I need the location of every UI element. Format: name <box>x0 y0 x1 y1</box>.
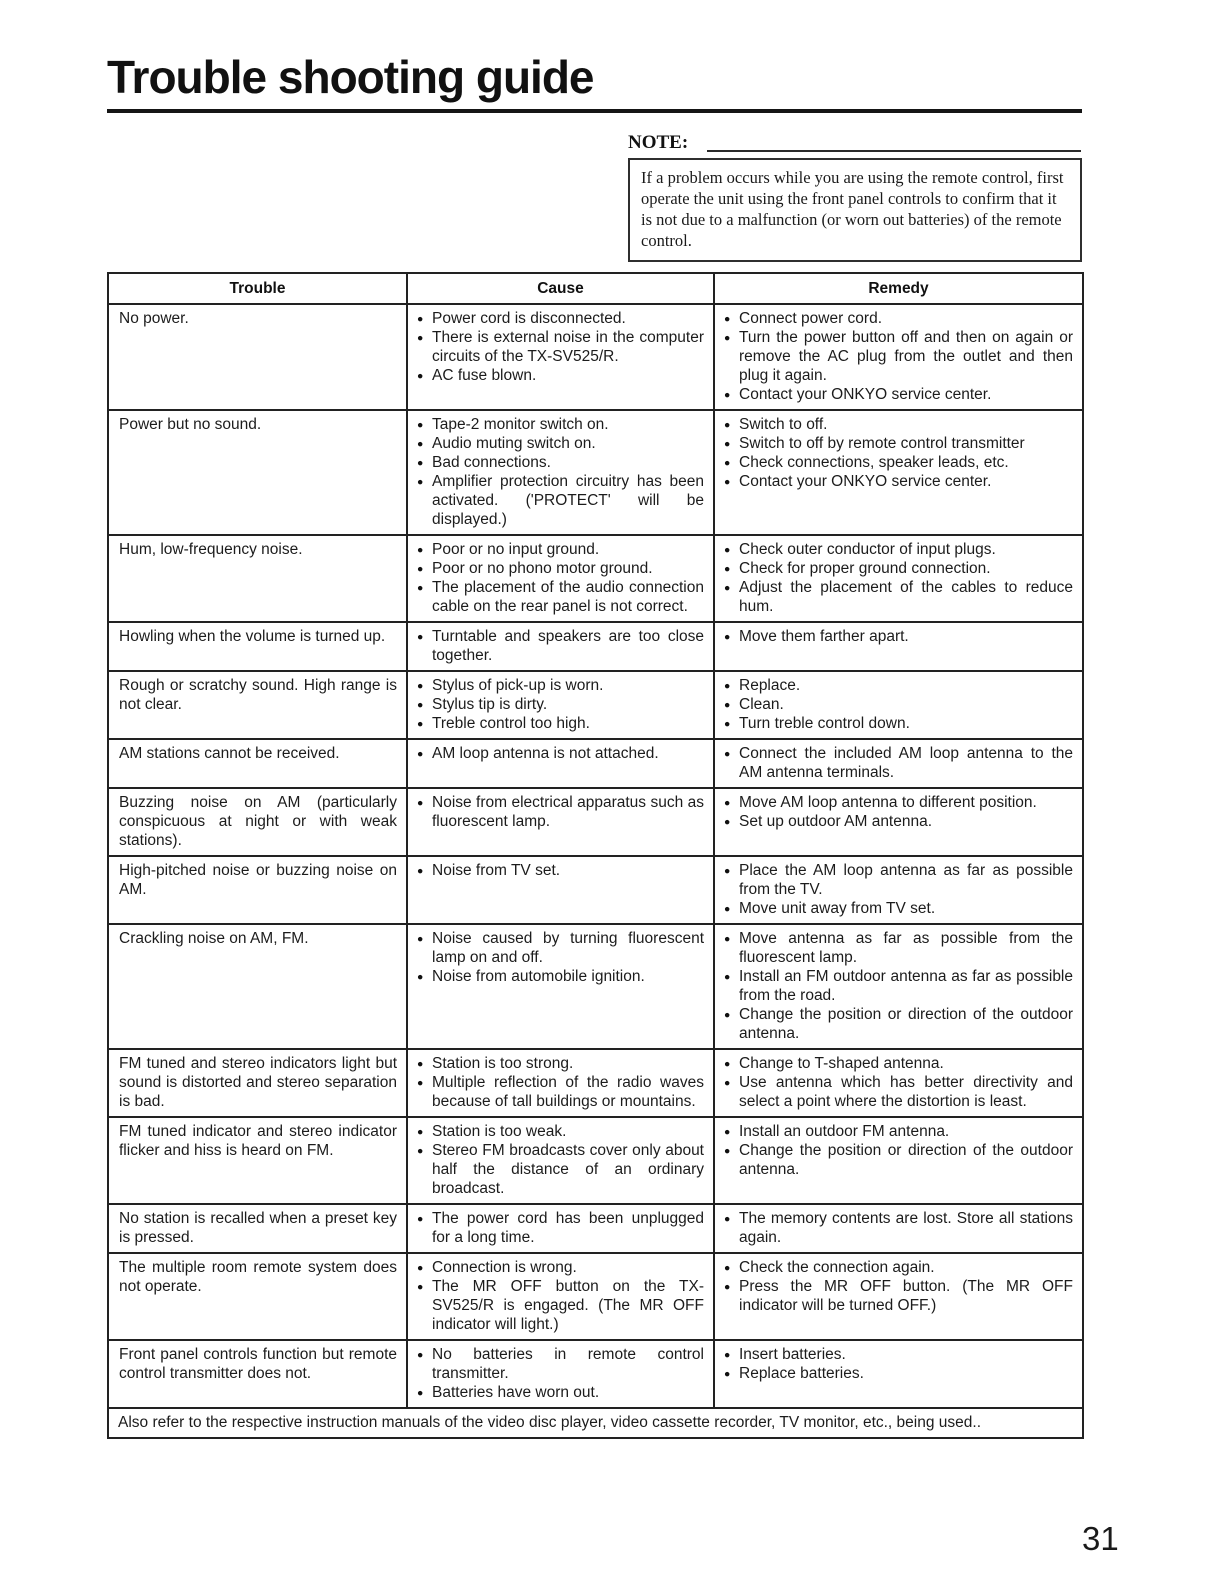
title-rule <box>107 109 1082 113</box>
remedy-text: Press the MR OFF button. (The MR OFF indicator will be turned OFF.) <box>739 1278 1073 1314</box>
bullet-icon: ● <box>417 1262 424 1274</box>
remedy-cell <box>714 622 1083 671</box>
cause-cell <box>407 1340 714 1408</box>
cause-item <box>408 1277 707 1334</box>
cause-text: Connection is wrong. <box>432 1259 577 1276</box>
column-header-trouble: Trouble <box>108 273 407 304</box>
cause-text: Stereo FM broadcasts cover only about half the distance of an ordinary broadcast. <box>432 1142 704 1197</box>
bullet-icon: ● <box>724 332 731 344</box>
remedy-item <box>715 415 1076 434</box>
cause-item <box>408 695 707 714</box>
remedy-text: Contact your ONKYO service center. <box>739 386 992 403</box>
cause-text: Bad connections. <box>432 454 551 471</box>
trouble-cell: FM tuned indicator and stereo indicator flicker and hiss is heard on FM. <box>108 1117 407 1204</box>
remedy-item <box>715 540 1076 559</box>
bullet-icon: ● <box>417 933 424 945</box>
remedy-item <box>715 328 1076 385</box>
cause-text: Tape-2 monitor switch on. <box>432 416 609 433</box>
table-header-row <box>108 273 1083 304</box>
page-title: Trouble shooting guide <box>107 51 594 103</box>
remedy-text: Set up outdoor AM antenna. <box>739 813 933 830</box>
cause-item <box>408 676 707 695</box>
trouble-cell: The multiple room remote system does not operate. <box>108 1253 407 1340</box>
remedy-item <box>715 434 1076 453</box>
remedy-text: Move unit away from TV set. <box>739 900 936 917</box>
table-row <box>108 788 1083 856</box>
cause-item <box>408 1073 707 1111</box>
table-row <box>108 739 1083 788</box>
cause-text: No batteries in remote control transmitter. <box>432 1346 704 1382</box>
table-row <box>108 856 1083 924</box>
remedy-item <box>715 793 1076 812</box>
cause-item <box>408 415 707 434</box>
cause-text: Poor or no input ground. <box>432 541 600 558</box>
bullet-icon: ● <box>724 389 731 401</box>
remedy-text: Check outer conductor of input plugs. <box>739 541 996 558</box>
bullet-icon: ● <box>417 563 424 575</box>
bullet-icon: ● <box>724 544 731 556</box>
remedy-text: The memory contents are lost. Store all stations again. <box>739 1210 1073 1246</box>
cause-item <box>408 967 707 986</box>
remedy-text: Connect power cord. <box>739 310 883 327</box>
remedy-text: Turn the power button off and then on again or remove the AC plug from the outlet and then plug it again. <box>739 329 1073 384</box>
remedy-item <box>715 385 1076 404</box>
bullet-icon: ● <box>724 1262 731 1274</box>
remedy-item <box>715 744 1076 782</box>
remedy-text: Check connections, speaker leads, etc. <box>739 454 1009 471</box>
cause-text: Station is too weak. <box>432 1123 567 1140</box>
remedy-text: Move them farther apart. <box>739 628 909 645</box>
remedy-item <box>715 578 1076 616</box>
bullet-icon: ● <box>724 419 731 431</box>
cause-item <box>408 793 707 831</box>
remedy-text: Move AM loop antenna to different position. <box>739 794 1037 811</box>
trouble-cell: Crackling noise on AM, FM. <box>108 924 407 1049</box>
note-text: If a problem occurs while you are using the remote control, first operate the unit using the front panel controls to confirm that it is not due to a malfunction (or worn out batteries) of the remote control. <box>641 168 1064 250</box>
note-box <box>628 158 1082 262</box>
remedy-item <box>715 453 1076 472</box>
cause-text: Amplifier protection circuitry has been activated. ('PROTECT' will be displayed.) <box>432 473 704 528</box>
column-header-remedy: Remedy <box>714 273 1083 304</box>
bullet-icon: ● <box>724 476 731 488</box>
remedy-item <box>715 1054 1076 1073</box>
remedy-item <box>715 929 1076 967</box>
bullet-icon: ● <box>417 476 424 488</box>
remedy-item <box>715 1141 1076 1179</box>
trouble-cell: No power. <box>108 304 407 410</box>
bullet-icon: ● <box>724 1368 731 1380</box>
cause-cell <box>407 1049 714 1117</box>
bullet-icon: ● <box>417 1145 424 1157</box>
bullet-icon: ● <box>724 797 731 809</box>
remedy-text: Change to T-shaped antenna. <box>739 1055 944 1072</box>
bullet-icon: ● <box>417 370 424 382</box>
cause-item <box>408 309 707 328</box>
cause-item <box>408 627 707 665</box>
remedy-cell <box>714 535 1083 622</box>
cause-item <box>408 472 707 529</box>
remedy-cell <box>714 410 1083 535</box>
cause-cell <box>407 1253 714 1340</box>
bullet-icon: ● <box>724 631 731 643</box>
column-header-cause: Cause <box>407 273 714 304</box>
bullet-icon: ● <box>724 971 731 983</box>
remedy-cell <box>714 1340 1083 1408</box>
cause-text: Noise caused by turning fluorescent lamp on and off. <box>432 930 704 966</box>
bullet-icon: ● <box>724 933 731 945</box>
cause-item <box>408 861 707 880</box>
remedy-item <box>715 627 1076 646</box>
remedy-text: Adjust the placement of the cables to reduce hum. <box>739 579 1073 615</box>
remedy-item <box>715 1073 1076 1111</box>
troubleshooting-table <box>107 272 1084 1439</box>
remedy-item <box>715 1122 1076 1141</box>
bullet-icon: ● <box>417 313 424 325</box>
page-number: 31 <box>1082 1520 1119 1557</box>
bullet-icon: ● <box>724 1145 731 1157</box>
bullet-icon: ● <box>724 1281 731 1293</box>
remedy-text: Change the position or direction of the outdoor antenna. <box>739 1142 1073 1178</box>
remedy-text: Move antenna as far as possible from the fluorescent lamp. <box>739 930 1073 966</box>
bullet-icon: ● <box>724 1349 731 1361</box>
remedy-cell <box>714 1253 1083 1340</box>
cause-item <box>408 1209 707 1247</box>
remedy-item <box>715 1277 1076 1315</box>
remedy-item <box>715 559 1076 578</box>
cause-text: The power cord has been unplugged for a long time. <box>432 1210 704 1246</box>
bullet-icon: ● <box>724 699 731 711</box>
trouble-cell: High-pitched noise or buzzing noise on AM. <box>108 856 407 924</box>
bullet-icon: ● <box>417 680 424 692</box>
cause-cell <box>407 1204 714 1253</box>
remedy-text: Install an FM outdoor antenna as far as possible from the road. <box>739 968 1073 1004</box>
remedy-text: Change the position or direction of the outdoor antenna. <box>739 1006 1073 1042</box>
bullet-icon: ● <box>417 457 424 469</box>
bullet-icon: ● <box>724 1009 731 1021</box>
remedy-item <box>715 676 1076 695</box>
remedy-cell <box>714 304 1083 410</box>
remedy-text: Replace batteries. <box>739 1365 864 1382</box>
bullet-icon: ● <box>417 332 424 344</box>
bullet-icon: ● <box>724 438 731 450</box>
remedy-item <box>715 472 1076 491</box>
cause-text: Noise from TV set. <box>432 862 561 879</box>
trouble-cell: Buzzing noise on AM (particularly conspicuous at night or with weak stations). <box>108 788 407 856</box>
bullet-icon: ● <box>417 865 424 877</box>
cause-text: Station is too strong. <box>432 1055 574 1072</box>
remedy-cell <box>714 1204 1083 1253</box>
cause-cell <box>407 788 714 856</box>
table-body <box>108 304 1083 1438</box>
bullet-icon: ● <box>417 1058 424 1070</box>
bullet-icon: ● <box>417 1077 424 1089</box>
remedy-cell <box>714 739 1083 788</box>
cause-cell <box>407 739 714 788</box>
cause-item <box>408 1122 707 1141</box>
bullet-icon: ● <box>417 1281 424 1293</box>
cause-item <box>408 434 707 453</box>
remedy-text: Contact your ONKYO service center. <box>739 473 992 490</box>
cause-item <box>408 366 707 385</box>
remedy-text: Install an outdoor FM antenna. <box>739 1123 950 1140</box>
cause-cell <box>407 535 714 622</box>
remedy-item <box>715 1258 1076 1277</box>
cause-cell <box>407 856 714 924</box>
table-row <box>108 410 1083 535</box>
trouble-cell: Rough or scratchy sound. High range is not clear. <box>108 671 407 739</box>
bullet-icon: ● <box>417 438 424 450</box>
cause-cell <box>407 622 714 671</box>
remedy-text: Place the AM loop antenna as far as possible from the TV. <box>739 862 1073 898</box>
bullet-icon: ● <box>417 544 424 556</box>
trouble-cell: Hum, low-frequency noise. <box>108 535 407 622</box>
bullet-icon: ● <box>724 582 731 594</box>
table-row <box>108 924 1083 1049</box>
cause-item <box>408 714 707 733</box>
remedy-cell <box>714 1049 1083 1117</box>
bullet-icon: ● <box>724 1126 731 1138</box>
bullet-icon: ● <box>417 582 424 594</box>
remedy-cell <box>714 788 1083 856</box>
bullet-icon: ● <box>417 1387 424 1399</box>
table-row <box>108 304 1083 410</box>
cause-cell <box>407 1117 714 1204</box>
remedy-text: Connect the included AM loop antenna to the AM antenna terminals. <box>739 745 1073 781</box>
bullet-icon: ● <box>724 903 731 915</box>
note-label: NOTE: <box>628 132 689 153</box>
remedy-cell <box>714 856 1083 924</box>
trouble-cell: Power but no sound. <box>108 410 407 535</box>
bullet-icon: ● <box>417 699 424 711</box>
cause-text: Noise from electrical apparatus such as fluorescent lamp. <box>432 794 704 830</box>
cause-text: Power cord is disconnected. <box>432 310 626 327</box>
cause-text: The placement of the audio connection cable on the rear panel is not correct. <box>432 579 704 615</box>
cause-text: Stylus tip is dirty. <box>432 696 548 713</box>
bullet-icon: ● <box>724 1077 731 1089</box>
cause-text: AM loop antenna is not attached. <box>432 745 659 762</box>
trouble-cell: Front panel controls function but remote control transmitter does not. <box>108 1340 407 1408</box>
remedy-text: Insert batteries. <box>739 1346 846 1363</box>
table-row <box>108 1340 1083 1408</box>
trouble-cell: AM stations cannot be received. <box>108 739 407 788</box>
cause-text: Multiple reflection of the radio waves because of tall buildings or mountains. <box>432 1074 704 1110</box>
cause-item <box>408 1345 707 1383</box>
remedy-item <box>715 1345 1076 1364</box>
cause-cell <box>407 410 714 535</box>
table-row <box>108 1253 1083 1340</box>
cause-item <box>408 578 707 616</box>
table-footer-note: Also refer to the respective instruction manuals of the video disc player, video cassette recorder, TV monitor, etc., being used.. <box>108 1408 1083 1438</box>
table-row <box>108 671 1083 739</box>
table-footer-row <box>108 1408 1083 1438</box>
cause-text: Audio muting switch on. <box>432 435 596 452</box>
cause-item <box>408 559 707 578</box>
cause-text: Treble control too high. <box>432 715 590 732</box>
cause-text: Poor or no phono motor ground. <box>432 560 653 577</box>
cause-item <box>408 1258 707 1277</box>
bullet-icon: ● <box>417 718 424 730</box>
table-row <box>108 1049 1083 1117</box>
trouble-cell: FM tuned and stereo indicators light but sound is distorted and stereo separation is bad. <box>108 1049 407 1117</box>
remedy-text: Replace. <box>739 677 801 694</box>
bullet-icon: ● <box>417 1213 424 1225</box>
remedy-item <box>715 1005 1076 1043</box>
cause-item <box>408 453 707 472</box>
bullet-icon: ● <box>724 680 731 692</box>
remedy-cell <box>714 1117 1083 1204</box>
bullet-icon: ● <box>724 1213 731 1225</box>
cause-item <box>408 744 707 763</box>
trouble-cell: Howling when the volume is turned up. <box>108 622 407 671</box>
cause-cell <box>407 671 714 739</box>
cause-item <box>408 1141 707 1198</box>
remedy-item <box>715 1209 1076 1247</box>
cause-item <box>408 328 707 366</box>
bullet-icon: ● <box>417 1126 424 1138</box>
bullet-icon: ● <box>724 1058 731 1070</box>
bullet-icon: ● <box>724 563 731 575</box>
table-row <box>108 1204 1083 1253</box>
cause-text: Batteries have worn out. <box>432 1384 600 1401</box>
bullet-icon: ● <box>724 457 731 469</box>
cause-item <box>408 1054 707 1073</box>
cause-text: There is external noise in the computer circuits of the TX-SV525/R. <box>432 329 704 365</box>
bullet-icon: ● <box>417 419 424 431</box>
cause-item <box>408 540 707 559</box>
cause-item <box>408 929 707 967</box>
bullet-icon: ● <box>724 748 731 760</box>
bullet-icon: ● <box>724 313 731 325</box>
table-row <box>108 1117 1083 1204</box>
cause-text: Turntable and speakers are too close together. <box>432 628 704 664</box>
bullet-icon: ● <box>417 797 424 809</box>
bullet-icon: ● <box>417 748 424 760</box>
remedy-text: Switch to off by remote control transmitter <box>739 435 1025 452</box>
cause-cell <box>407 924 714 1049</box>
cause-text: Noise from automobile ignition. <box>432 968 645 985</box>
cause-cell <box>407 304 714 410</box>
cause-item <box>408 1383 707 1402</box>
remedy-text: Use antenna which has better directivity and select a point where the distortion is least. <box>739 1074 1073 1110</box>
remedy-cell <box>714 924 1083 1049</box>
bullet-icon: ● <box>724 718 731 730</box>
remedy-text: Turn treble control down. <box>739 715 910 732</box>
cause-text: The MR OFF button on the TX-SV525/R is engaged. (The MR OFF indicator will light.) <box>432 1278 704 1333</box>
remedy-item <box>715 695 1076 714</box>
bullet-icon: ● <box>724 816 731 828</box>
cause-text: Stylus of pick-up is worn. <box>432 677 604 694</box>
remedy-item <box>715 714 1076 733</box>
remedy-item <box>715 309 1076 328</box>
remedy-item <box>715 967 1076 1005</box>
cause-text: AC fuse blown. <box>432 367 537 384</box>
table-row <box>108 535 1083 622</box>
bullet-icon: ● <box>724 865 731 877</box>
remedy-cell <box>714 671 1083 739</box>
remedy-item <box>715 812 1076 831</box>
remedy-item <box>715 861 1076 899</box>
bullet-icon: ● <box>417 971 424 983</box>
remedy-item <box>715 1364 1076 1383</box>
table-row <box>108 622 1083 671</box>
bullet-icon: ● <box>417 1349 424 1361</box>
remedy-text: Clean. <box>739 696 784 713</box>
note-rule <box>707 150 1081 152</box>
bullet-icon: ● <box>417 631 424 643</box>
remedy-text: Switch to off. <box>739 416 828 433</box>
remedy-text: Check the connection again. <box>739 1259 935 1276</box>
remedy-text: Check for proper ground connection. <box>739 560 991 577</box>
remedy-item <box>715 899 1076 918</box>
trouble-cell: No station is recalled when a preset key is pressed. <box>108 1204 407 1253</box>
